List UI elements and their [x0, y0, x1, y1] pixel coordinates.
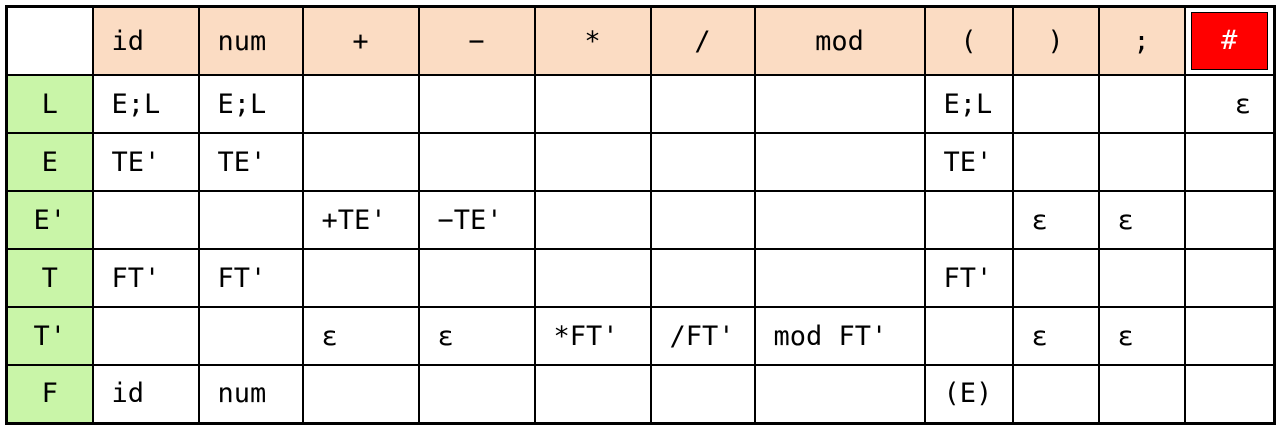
table-cell: [1013, 249, 1099, 307]
table-cell: [1185, 133, 1275, 191]
table-cell: [651, 133, 755, 191]
terminal-header: ): [1013, 7, 1099, 76]
table-cell: E;L: [199, 75, 303, 133]
table-cell: mod FT': [755, 307, 925, 365]
table-row: [7, 307, 1275, 365]
table-cell: ε: [1013, 191, 1099, 249]
table-cell: ε: [303, 307, 419, 365]
terminal-header: (: [925, 7, 1013, 76]
table-cell: [1185, 249, 1275, 307]
table-cell: /FT': [651, 307, 755, 365]
table-cell: [1185, 365, 1275, 423]
table-cell: [535, 191, 651, 249]
terminal-header: *: [535, 7, 651, 76]
table-cell: *FT': [535, 307, 651, 365]
table-cell: [303, 75, 419, 133]
table-cell: −TE': [419, 191, 535, 249]
table-cell: [419, 249, 535, 307]
table-cell: E;L: [93, 75, 199, 133]
table-cell: E;L: [925, 75, 1013, 133]
table-cell: ε: [1013, 307, 1099, 365]
terminal-header: −: [419, 7, 535, 76]
end-marker-header: [1185, 7, 1275, 76]
table-cell: num: [199, 365, 303, 423]
table-cell: FT': [93, 249, 199, 307]
table-cell: [925, 191, 1013, 249]
table-cell: [1185, 307, 1275, 365]
ll1-parsing-table: [5, 5, 1276, 425]
table-cell: [651, 75, 755, 133]
table-cell: [755, 133, 925, 191]
table-row: [7, 249, 1275, 307]
table-row: [7, 191, 1275, 249]
table-cell: [535, 133, 651, 191]
nonterminal-label: L: [7, 75, 93, 133]
terminal-header: ;: [1099, 7, 1185, 76]
table-cell: [535, 365, 651, 423]
table-cell: [93, 307, 199, 365]
nonterminal-label: E: [7, 133, 93, 191]
table-cell: [651, 365, 755, 423]
terminal-header: /: [651, 7, 755, 76]
table-cell: [535, 75, 651, 133]
table-cell: [755, 365, 925, 423]
table-cell: ε: [419, 307, 535, 365]
table-cell: ε: [1099, 191, 1185, 249]
table-cell: FT': [925, 249, 1013, 307]
table-cell: [1013, 133, 1099, 191]
table-cell: (E): [925, 365, 1013, 423]
table-cell: id: [93, 365, 199, 423]
table-cell: [535, 249, 651, 307]
table-cell: [1013, 75, 1099, 133]
terminal-header: +: [303, 7, 419, 76]
table-cell: [93, 191, 199, 249]
table-cell: [755, 75, 925, 133]
nonterminal-label: F: [7, 365, 93, 423]
nonterminal-label: T': [7, 307, 93, 365]
table-cell: [1185, 191, 1275, 249]
table-cell: ε: [1185, 75, 1275, 133]
table-cell: TE': [93, 133, 199, 191]
table-cell: [419, 365, 535, 423]
table-cell: [303, 365, 419, 423]
terminal-header: id: [93, 7, 199, 76]
table-cell: [199, 191, 303, 249]
table-cell: [419, 75, 535, 133]
table-row: [7, 75, 1275, 133]
table-row: [7, 133, 1275, 191]
terminal-header: num: [199, 7, 303, 76]
nonterminal-label: T: [7, 249, 93, 307]
table-cell: [303, 249, 419, 307]
table-cell: [755, 191, 925, 249]
table-cell: [1099, 75, 1185, 133]
terminal-header: mod: [755, 7, 925, 76]
table-cell: [1013, 365, 1099, 423]
nonterminal-label: E': [7, 191, 93, 249]
table-cell: TE': [199, 133, 303, 191]
table-cell: FT': [199, 249, 303, 307]
table-cell: TE': [925, 133, 1013, 191]
table-cell: [925, 307, 1013, 365]
table-cell: [755, 249, 925, 307]
table-cell: [651, 191, 755, 249]
table-cell: [1099, 133, 1185, 191]
table-cell: [651, 249, 755, 307]
table-cell: [303, 133, 419, 191]
table-cell: [1099, 249, 1185, 307]
table-cell: ε: [1099, 307, 1185, 365]
table-cell: [199, 307, 303, 365]
table-row: [7, 365, 1275, 423]
end-marker-label: #: [1191, 12, 1269, 70]
table-cell: +TE': [303, 191, 419, 249]
table-cell: [419, 133, 535, 191]
table-cell: [1099, 365, 1185, 423]
terminal-header-row: [7, 7, 1275, 76]
corner-cell: [7, 7, 93, 76]
